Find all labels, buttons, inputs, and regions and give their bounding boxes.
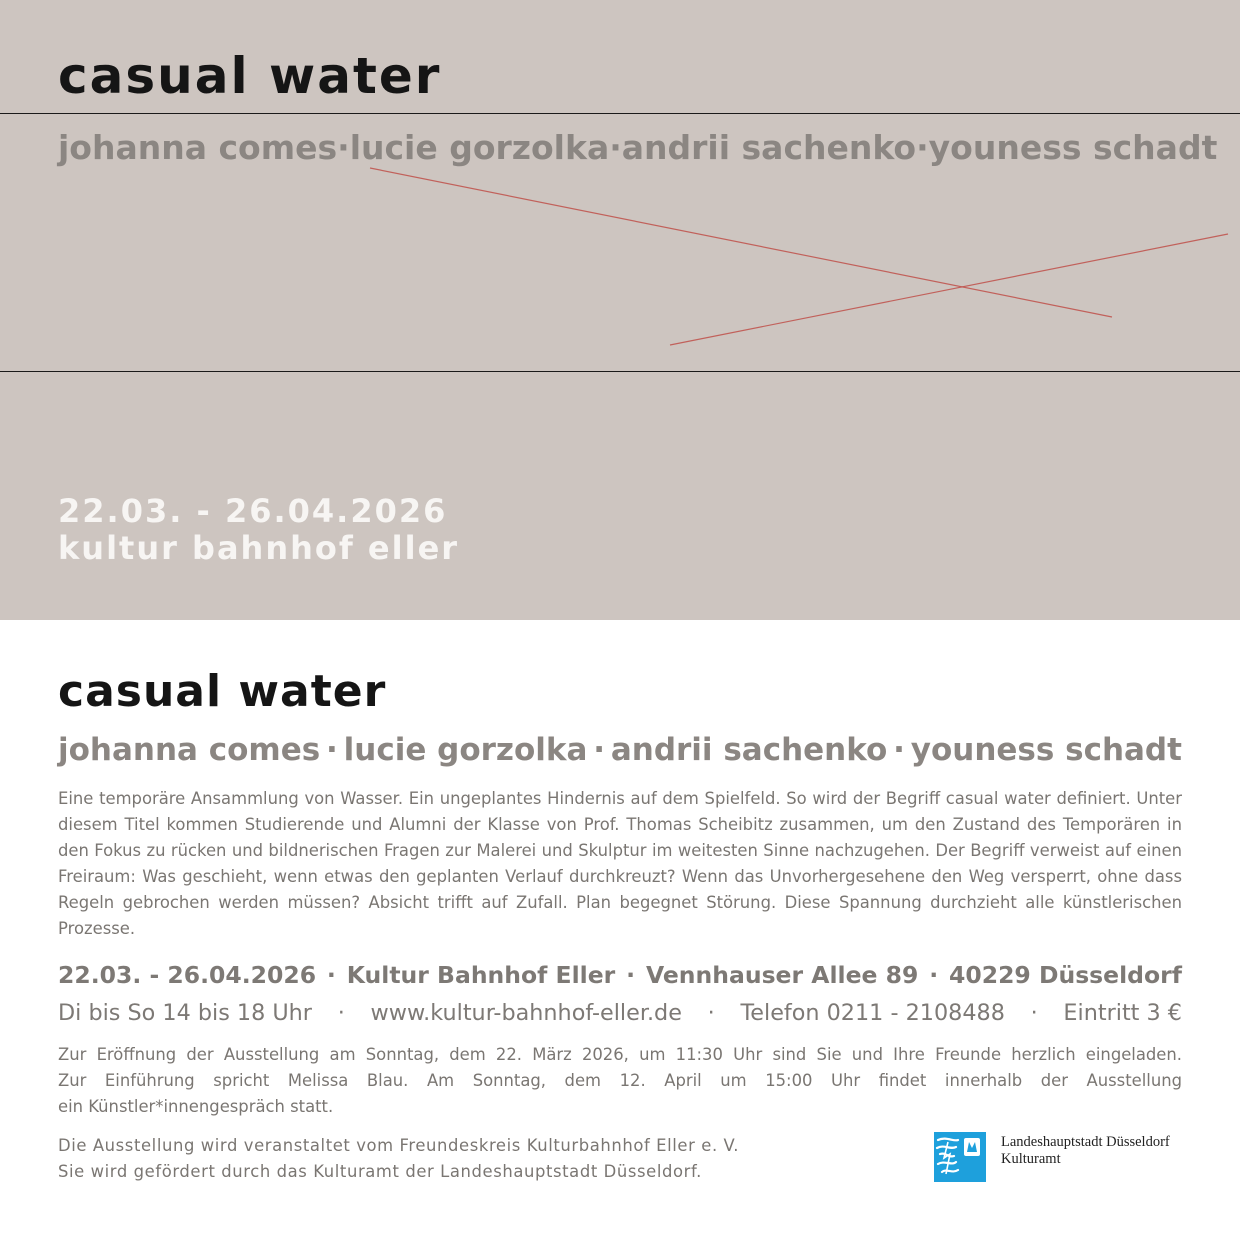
- hero-artist-name: andrii sachenko: [621, 128, 917, 167]
- separator-dot: ·: [326, 961, 336, 989]
- hero-artist-name: johanna comes: [58, 128, 338, 167]
- info-artist-name: youness schadt: [910, 732, 1182, 768]
- separator-dot: ·: [326, 732, 338, 768]
- separator-dot: ·: [337, 1000, 345, 1026]
- separator-dot: ·: [337, 128, 350, 167]
- hero-artist-name: lucie gorzolka: [349, 128, 610, 167]
- opening-line: Zur Eröffnung der Ausstellung am Sonntag, dem 22. März 2026, um 11:30 Uhr sind Sie und Ihre Freunde herzlich eingeladen.: [58, 1045, 1182, 1064]
- detail-website-link[interactable]: www.kultur-bahnhof-eller.de: [370, 1000, 682, 1026]
- separator-dot: ·: [609, 128, 622, 167]
- info-artist-name: andrii sachenko: [610, 732, 888, 768]
- kulturamt-logo: [934, 1132, 1170, 1182]
- hero-dates: 22.03. - 26.04.2026: [58, 492, 448, 530]
- info-artist-name: lucie gorzolka: [343, 732, 588, 768]
- detail-hours: Di bis So 14 bis 18 Uhr: [58, 1000, 312, 1026]
- logo-line-city: Landeshauptstadt Düsseldorf: [1001, 1134, 1170, 1150]
- logo-caption: [1001, 1134, 1170, 1168]
- separator-dot: ·: [626, 961, 636, 989]
- separator-dot: ·: [893, 732, 905, 768]
- opening-paragraph: [58, 1042, 1182, 1120]
- hero-title: casual water: [58, 47, 442, 105]
- exhibition-details-bold: [58, 958, 1182, 992]
- info-artist-name: johanna comes: [58, 732, 321, 768]
- info-title: casual water: [58, 666, 387, 717]
- opening-line: Zur Einführung spricht Melissa Blau. Am Sonntag, dem 12. April um 15:00 Uhr findet innerhalb der Ausstellung: [58, 1071, 1182, 1090]
- detail-city: 40229 Düsseldorf: [949, 961, 1182, 989]
- detail-street: Vennhauser Allee 89: [645, 961, 919, 989]
- detail-dates: 22.03. - 26.04.2026: [58, 961, 317, 989]
- separator-dot: ·: [916, 128, 929, 167]
- organizer-line: Sie wird gefördert durch das Kulturamt der Landeshauptstadt Düsseldorf.: [58, 1162, 702, 1181]
- hero-venue: kultur bahnhof eller: [58, 529, 460, 567]
- red-line-1: [370, 168, 1112, 317]
- detail-venue: Kultur Bahnhof Eller: [346, 961, 616, 989]
- info-artist-list: [58, 728, 1182, 772]
- hero-artist-name: youness schadt: [928, 128, 1218, 167]
- duesseldorf-crest-icon: [934, 1132, 986, 1182]
- exhibition-details-regular: [58, 996, 1182, 1030]
- organizer-line: Die Ausstellung wird veranstaltet vom Freundeskreis Kulturbahnhof Eller e. V.: [58, 1136, 740, 1155]
- separator-dot: ·: [929, 961, 939, 989]
- red-line-2: [670, 234, 1228, 345]
- separator-dot: ·: [1030, 1000, 1038, 1026]
- separator-dot: ·: [707, 1000, 715, 1026]
- organizer-note: [58, 1133, 739, 1185]
- separator-dot: ·: [593, 732, 606, 768]
- bottom-rule: [0, 371, 1240, 372]
- detail-phone: Telefon 0211 - 2108488: [740, 1000, 1005, 1026]
- detail-admission: Eintritt 3 €: [1063, 1000, 1182, 1026]
- opening-line: ein Künstler*innengespräch statt.: [58, 1097, 334, 1116]
- logo-line-office: Kulturamt: [1001, 1151, 1061, 1167]
- description-paragraph: Eine temporäre Ansammlung von Wasser. Ein ungeplantes Hindernis auf dem Spielfeld. So wird der Begriff casual water definiert. Unter diesem Titel kommen Studierende und Alumni der Klasse von Prof. Thomas Scheibitz zusammen, um den Zustand des Temporären in den Fokus zu rücken und bildnerischen Fragen zur Malerei und Skulptur im weitesten Sinne nachzugehen. Der Begriff verweist auf einen Freiraum: Was geschieht, wenn etwas den geplanten Verlauf durchkreuzt? Wenn das Unvorhergesehene den Weg versperrt, ohne dass Regeln gebrochen werden müssen? Absicht trifft auf Zufall. Plan begegnet Störung. Diese Spannung durchzieht alle künstlerischen Prozesse.: [58, 789, 1182, 938]
